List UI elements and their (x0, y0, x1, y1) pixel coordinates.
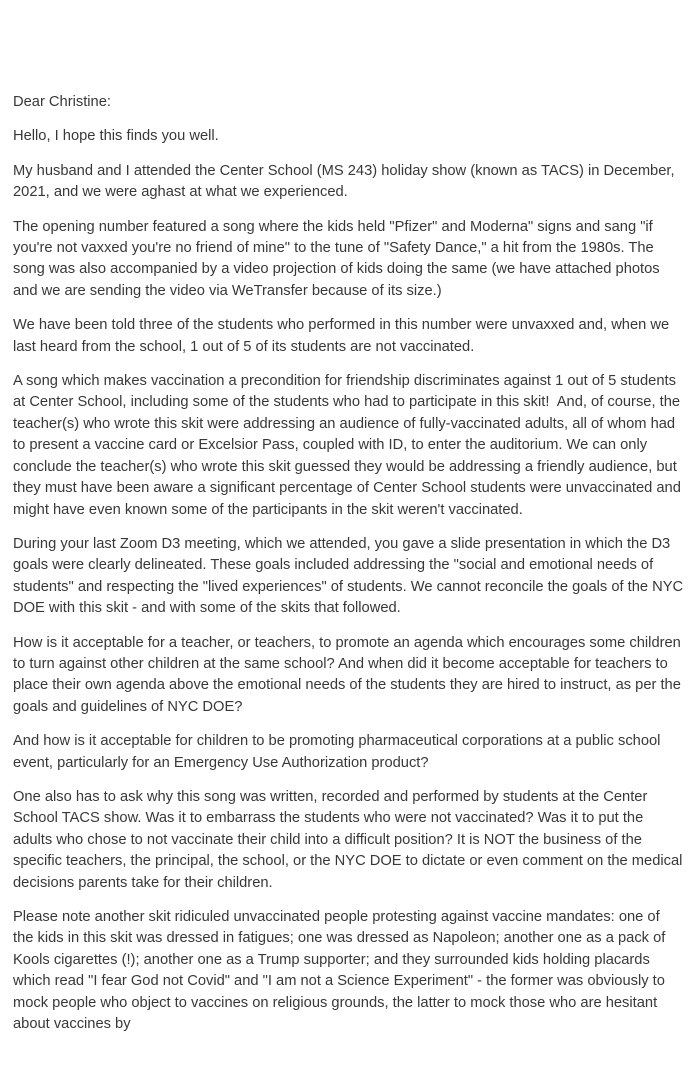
letter-paragraph-greeting: Hello, I hope this finds you well. (13, 128, 219, 145)
letter-paragraph-another-skit: Please note another skit ridiculed unvaccinated people protesting against vaccine mandates: one of the kids in this skit was dressed in fatigues; one was dressed as Napoleon; another one as a pack of Kools cigarettes (!); another one as a Trump supporter; and they surrounded kids holding placards which read "I fear God not Covid" and "I am not a Science Experiment" - the former was obviously to mock people who object to vaccines on religious grounds, the latter to mock those who are hesitant about vaccines by (13, 909, 670, 1033)
letter-body (13, 92, 688, 1035)
letter-paragraph-pharma-promotion: And how is it acceptable for children to be promoting pharmaceutical corporations at a public school event, particularly for an Emergency Use Authorization product? (13, 733, 665, 771)
letter-paragraph-zoom-d3-meeting: During your last Zoom D3 meeting, which we attended, you gave a slide presentation in which the D3 goals were clearly delineated. These goals included addressing the "social and emotional needs of students" and respecting the "lived experiences" of students. We cannot reconcile the goals of the NYC DOE with this skit - and with some of the skits that followed. (13, 535, 688, 617)
letter-paragraph-attended-show: My husband and I attended the Center School (MS 243) holiday show (known as TACS) in December, 2021, and we were aghast at what we experienced. (13, 162, 679, 201)
letter-paragraph-why-song-written: One also has to ask why this song was written, recorded and performed by students at the Center School TACS show. Was it to embarrass the students who were not vaccinated? Was it to put the adults who chose to not vaccinate their child into a difficult position? It is NOT the business of the specific teachers, the principal, the school, or the NYC DOE to dictate or even comment on the medical decisions parents take for their children. (13, 788, 687, 891)
letter-paragraph-unvaxxed-students: We have been told three of the students who performed in this number were unvaxxed and, when we last heard from the school, 1 out of 5 of its students are not vaccinated. (13, 317, 674, 355)
letter-paragraph-discrimination: A song which makes vaccination a precondition for friendship discriminates against 1 out of 5 students at Center School, including some of the students who had to participate in this skit! And, of course, the teacher(s) who wrote this skit were addressing an audience of fully-vaccinated adults, all of whom had to present a vaccine card or Excelsior Pass, coupled with ID, to enter the auditorium. We can only conclude the teacher(s) who wrote this skit guessed they would be addressing a friendly audience, but they must have been aware a significant percentage of Center School students were unvaccinated and might have even known some of the participants in the skit weren't vaccinated. (13, 373, 685, 518)
letter-paragraph-teacher-agenda: How is it acceptable for a teacher, or teachers, to promote an agenda which encourages some children to turn against other children at the same school? And when did it become acceptable for teachers to place their own agenda above the emotional needs of the students they are hired to instruct, as per the goals and guidelines of NYC DOE? (13, 634, 685, 715)
letter-paragraph-opening-number: The opening number featured a song where the kids held "Pfizer" and Moderna" signs and sang "if you're not vaxxed you're no friend of mine" to the tune of "Safety Dance," a hit from the 1980s. The song was also accompanied by a video projection of kids doing the same (we have attached photos and we are sending the video via WeTransfer because of its size.) (13, 218, 664, 299)
salutation: Dear Christine: (13, 94, 111, 110)
